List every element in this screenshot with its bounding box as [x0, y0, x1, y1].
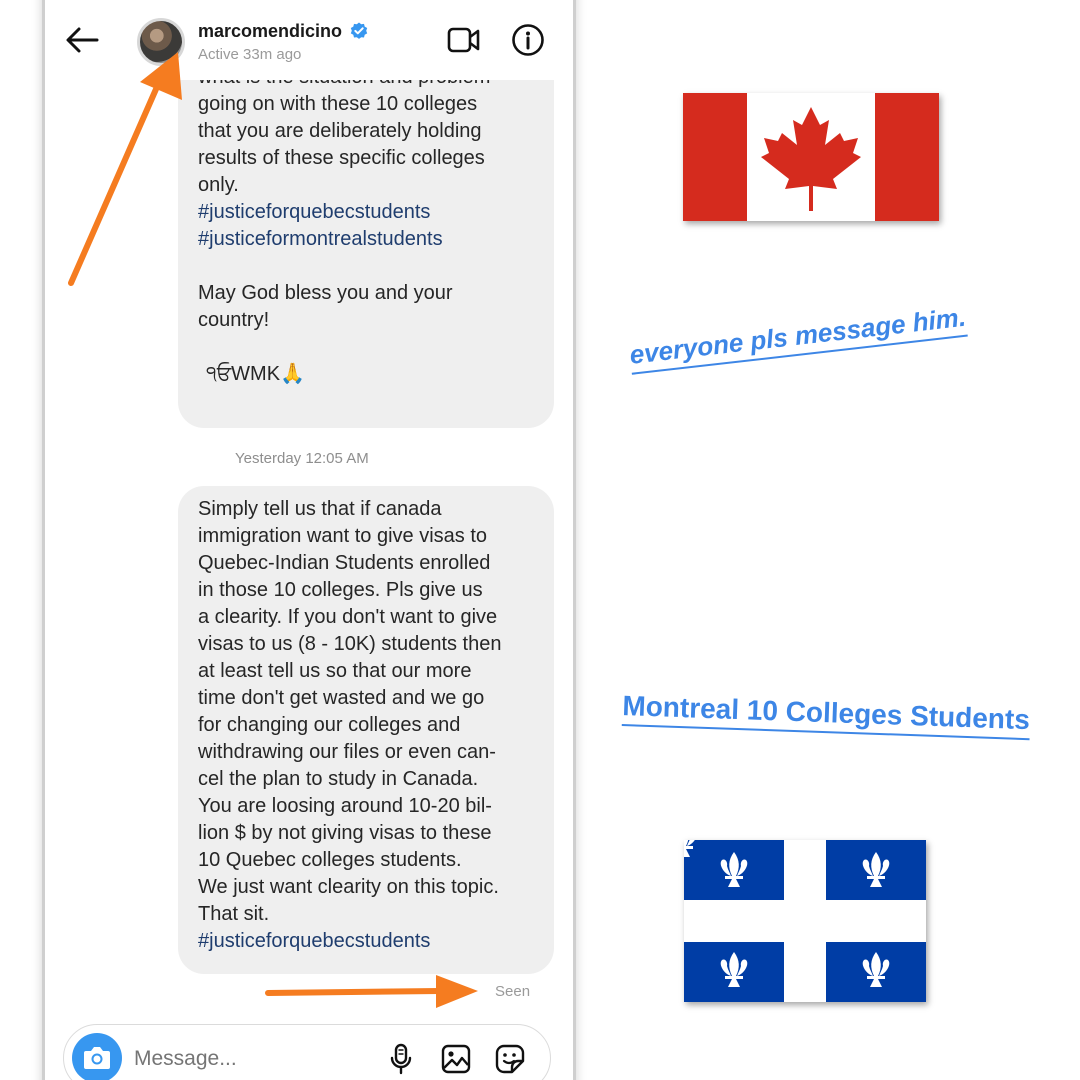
message-line: results of these specific colleges	[198, 147, 485, 169]
message-line: for changing our colleges and	[198, 714, 461, 736]
message-line: Simply tell us that if canada	[198, 498, 442, 520]
message-line: lion $ by not giving visas to these	[198, 822, 492, 844]
blank-line	[198, 334, 534, 361]
message-line: visas to us (8 - 10K) students then	[198, 633, 502, 655]
canada-flag-image	[683, 93, 939, 221]
verified-badge-icon	[350, 22, 368, 40]
seen-status: Seen	[495, 983, 531, 1000]
message-line: a clearity. If you don't want to give	[198, 606, 498, 628]
instagram-dm-screen	[42, 0, 576, 1080]
message-line: country!	[198, 309, 270, 331]
username[interactable]: marcomendicino	[198, 21, 343, 41]
blank-line	[198, 253, 534, 280]
sticker-icon[interactable]	[494, 1043, 526, 1075]
info-icon[interactable]	[511, 23, 545, 57]
message-bubble-1[interactable]	[178, 40, 554, 428]
quebec-flag-image	[684, 840, 926, 1002]
message-composer	[63, 1024, 551, 1080]
message-line: You are loosing around 10-20 bil-	[198, 795, 492, 817]
hashtag-link[interactable]: #justiceforquebecstudents	[198, 201, 431, 223]
message-input[interactable]	[134, 1047, 334, 1071]
message-line: 10 Quebec colleges students.	[198, 849, 462, 871]
annotation-title: Montreal 10 Colleges Students	[622, 690, 1031, 740]
hashtag-link[interactable]: #justiceforquebecstudents	[198, 930, 431, 952]
message-line: in those 10 colleges. Pls give us	[198, 579, 483, 601]
message-line: Quebec-Indian Students enrolled	[198, 552, 491, 574]
video-camera-icon[interactable]	[447, 26, 481, 54]
message-line: immigration want to give visas to	[198, 525, 488, 547]
message-line: We just want clearity on this topic.	[198, 876, 499, 898]
annotation-plea: everyone pls message him.	[628, 302, 968, 375]
image-icon[interactable]	[440, 1043, 472, 1075]
message-line: That sit.	[198, 903, 270, 925]
message-line: that you are deliberately holding	[198, 120, 482, 142]
message-line: only.	[198, 174, 239, 196]
message-line: May God bless you and your	[198, 282, 453, 304]
message-line: at least tell us so that our more	[198, 660, 472, 682]
message-signature: ੧ਓWMK🙏	[206, 363, 305, 385]
message-timestamp: Yesterday 12:05 AM	[235, 450, 369, 467]
hashtag-link[interactable]: #justiceformontrealstudents	[198, 228, 443, 250]
message-line: cel the plan to study in Canada.	[198, 768, 479, 790]
avatar[interactable]	[137, 18, 185, 66]
message-bubble-2[interactable]	[178, 486, 554, 974]
message-line: time don't get wasted and we go	[198, 687, 485, 709]
message-line: going on with these 10 colleges	[198, 93, 478, 115]
active-status: Active 33m ago	[198, 46, 302, 63]
arrow-left-icon[interactable]	[63, 20, 103, 60]
camera-icon[interactable]	[72, 1033, 122, 1080]
microphone-icon[interactable]	[386, 1043, 416, 1075]
message-line: withdrawing our files or even can-	[198, 741, 496, 763]
